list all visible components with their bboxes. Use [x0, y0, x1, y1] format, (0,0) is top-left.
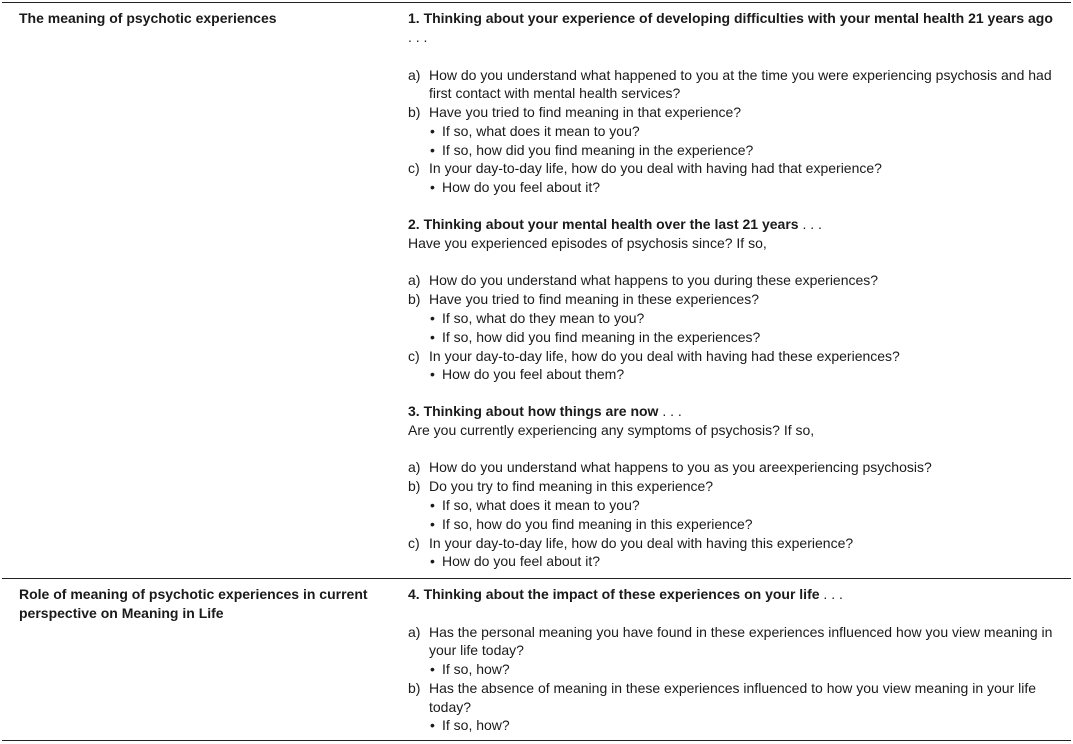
sub-item: • If so, how?	[430, 661, 510, 678]
item-label: b)	[408, 679, 421, 696]
item-text: In your day-to-day life, how do you deal with having had these experiences?	[429, 347, 900, 364]
question-heading	[408, 585, 1058, 604]
sub-item: • If so, how did you find meaning in the experiences?	[430, 328, 761, 345]
item-label: c)	[408, 160, 420, 177]
question-heading	[408, 215, 1058, 234]
item-text: Have you tried to find meaning in these experiences?	[429, 291, 759, 308]
question-section	[408, 215, 1058, 384]
bullet-icon: •	[430, 553, 435, 570]
item-label: a)	[408, 66, 421, 83]
sub-item: • If so, what do they mean to you?	[430, 309, 645, 326]
sub-item: • How do you feel about them?	[430, 366, 625, 383]
question-heading-text: 1. Thinking about your experience of developing difficulties with your mental health 21 years ago	[408, 10, 1053, 26]
ellipsis: . . .	[802, 216, 822, 233]
item-text: Have you tried to find meaning in that experience?	[429, 104, 742, 121]
question-heading-text: 2. Thinking about your mental health over the last 21 years	[408, 216, 799, 233]
item-label: a)	[408, 272, 421, 289]
list-item	[408, 103, 1058, 122]
list-item	[408, 534, 1058, 553]
table-top-rule	[2, 2, 1071, 3]
list-item	[408, 347, 1058, 366]
list-item	[408, 623, 1058, 661]
bullet-icon: •	[430, 328, 435, 345]
theme-cell: The meaning of psychotic experiences	[19, 10, 277, 26]
sub-item: • If so, how?	[430, 717, 510, 734]
item-text: Has the absence of meaning in these experiences influenced to how you view meaning in your life today?	[429, 679, 1037, 715]
sub-item: • How do you feel about it?	[430, 179, 600, 196]
list-item	[408, 290, 1058, 309]
list-item	[408, 159, 1058, 178]
item-label: b)	[408, 291, 421, 308]
list-item	[408, 271, 1058, 290]
item-text: In your day-to-day life, how do you deal with having had that experience?	[429, 160, 882, 177]
sub-item: • If so, what does it mean to you?	[430, 497, 640, 514]
list-item	[408, 679, 1058, 717]
ellipsis: . . .	[662, 403, 682, 420]
item-text: How do you understand what happened to you at the time you were experiencing psychosis and had first contact with mental health services?	[429, 66, 1052, 102]
list-item	[408, 66, 1058, 104]
item-label: a)	[408, 623, 421, 640]
bullet-icon: •	[430, 661, 435, 678]
sub-item: • If so, how do you find meaning in this experience?	[430, 515, 753, 532]
ellipsis: . . .	[408, 29, 428, 45]
question-intro: Are you currently experiencing any symptoms of psychosis? If so,	[408, 422, 815, 439]
question-intro: Have you experienced episodes of psychosis since? If so,	[408, 235, 767, 252]
bullet-icon: •	[430, 497, 435, 514]
question-heading-text: 3. Thinking about how things are now	[408, 403, 659, 420]
bullet-icon: •	[430, 179, 435, 196]
question-section	[408, 402, 1058, 571]
item-label: b)	[408, 478, 421, 495]
sub-item: • How do you feel about it?	[430, 553, 600, 570]
list-item	[408, 477, 1058, 496]
row-divider-rule	[2, 578, 1071, 579]
question-section	[408, 585, 1058, 735]
question-section	[408, 9, 1058, 197]
table-bottom-rule	[2, 740, 1071, 741]
item-text: How do you understand what happens to you during these experiences?	[429, 272, 879, 289]
item-text: Do you try to find meaning in this experience?	[429, 478, 714, 495]
item-text: In your day-to-day life, how do you deal with having this experience?	[429, 534, 854, 551]
sub-item: • If so, how did you find meaning in the experience?	[430, 141, 754, 158]
questions-cell	[408, 585, 1058, 735]
question-heading-text: 4. Thinking about the impact of these experiences on your life	[408, 586, 820, 602]
item-label: c)	[408, 347, 420, 364]
item-label: c)	[408, 534, 420, 551]
question-heading	[408, 9, 1058, 47]
bullet-icon: •	[430, 717, 435, 734]
item-label: a)	[408, 459, 421, 476]
bullet-icon: •	[430, 515, 435, 532]
item-text: How do you understand what happens to you as you areexperiencing psychosis?	[429, 459, 932, 476]
item-label: b)	[408, 104, 421, 121]
theme-cell: Role of meaning of psychotic experiences in current perspective on Meaning in Life	[19, 586, 368, 621]
list-item	[408, 458, 1058, 477]
bullet-icon: •	[430, 141, 435, 158]
sub-item: • If so, what does it mean to you?	[430, 122, 640, 139]
questions-cell	[408, 9, 1058, 571]
item-text: Has the personal meaning you have found in these experiences influenced how you view meaning in your life today?	[429, 623, 1053, 659]
ellipsis: . . .	[823, 586, 843, 602]
bullet-icon: •	[430, 366, 435, 383]
question-heading	[408, 402, 1058, 421]
bullet-icon: •	[430, 122, 435, 139]
bullet-icon: •	[430, 309, 435, 326]
